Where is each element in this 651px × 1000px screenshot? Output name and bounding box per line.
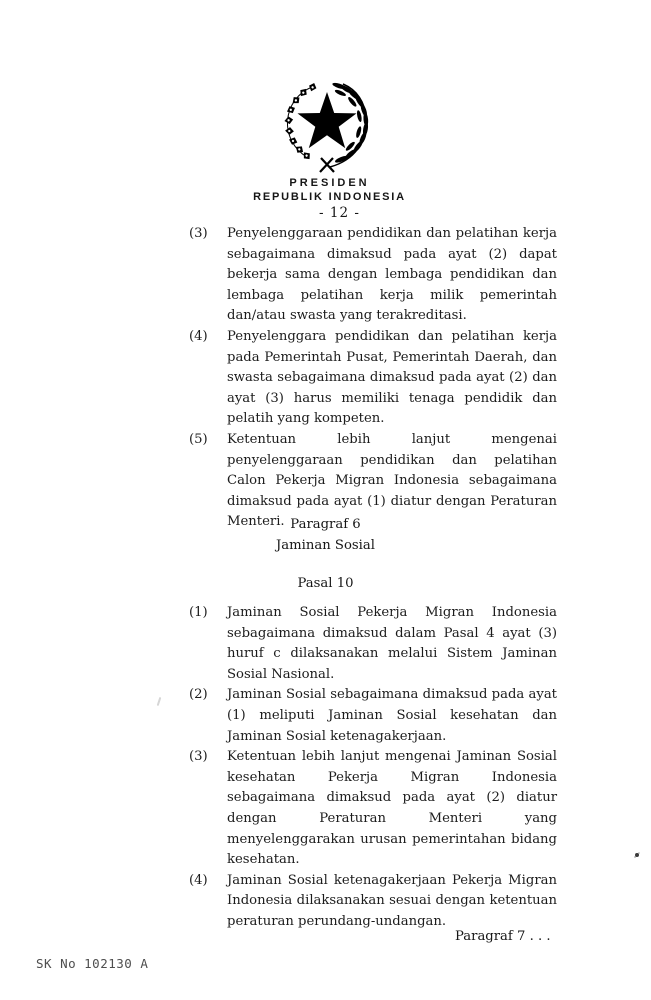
pasal-heading: Pasal 10: [297, 576, 354, 591]
list-item: [189, 603, 557, 685]
item-text: Penyelenggara pendidikan dan pelatihan kerja pada Pemerintah Pusat, Pemerintah Daerah, dan swasta sebagaimana dimaksud pada ayat (2) dan ayat (3) harus memiliki tenaga pendidik dan pelatih yang kompeten.: [227, 328, 557, 427]
item-text: Jaminan Sosial sebagaimana dimaksud pada ayat (1) meliputi Jaminan Sosial kesehatan dan Jaminan Sosial ketenagakerjaan.: [227, 687, 557, 744]
continuation-marker: Paragraf 7 . . .: [455, 929, 551, 944]
item-number: (3): [189, 749, 208, 765]
item-text: Ketentuan lebih lanjut mengenai Jaminan Sosial kesehatan Pekerja Migran Indonesia sebagaimana dimaksud pada ayat (2) diatur dengan Peraturan Menteri yang menyelenggarakan urusan pemerintahan bidang kesehatan.: [227, 749, 557, 868]
item-number: (2): [189, 687, 208, 703]
paragraf-heading: Paragraf 6: [290, 517, 361, 532]
list-item: [189, 747, 557, 871]
institution-name-line2: REPUBLIK INDONESIA: [253, 191, 406, 203]
list-item: [189, 685, 557, 747]
sk-number: SK No 102130 A: [36, 956, 149, 971]
item-text: Jaminan Sosial Pekerja Migran Indonesia sebagaimana dimaksud dalam Pasal 4 ayat (3) huruf c dilaksanakan melalui Sistem Jaminan Sosial Nasional.: [227, 605, 557, 682]
item-number: (4): [189, 328, 208, 344]
list-item: [189, 871, 557, 933]
pasal-numbered-list: [189, 603, 557, 933]
item-text: Ketentuan lebih lanjut mengenai penyelenggaraan pendidikan dan pelatihan Calon Pekerja Migran Indonesia sebagaimana dimaksud pada ayat (1) diatur dengan Peraturan Menteri.: [227, 431, 557, 530]
item-number: (4): [189, 872, 208, 888]
list-item: [189, 224, 557, 327]
item-text: Jaminan Sosial ketenagakerjaan Pekerja Migran Indonesia dilaksanakan sesuai dengan ketentuan peraturan perundang-undangan.: [227, 872, 557, 929]
presidential-seal-icon: [266, 78, 388, 174]
item-number: (3): [189, 226, 208, 241]
paragraf-title: Jaminan Sosial: [276, 538, 375, 553]
list-item: [189, 327, 557, 430]
item-number: (5): [189, 431, 208, 447]
scan-faint-mark: [157, 697, 162, 706]
page-number: - 12 -: [319, 205, 360, 221]
institution-name-line1: PRESIDEN: [289, 177, 370, 189]
item-text: Penyelenggaraan pendidikan dan pelatihan kerja sebagaimana dimaksud pada ayat (2) dapat bekerja sama dengan lembaga pendidikan dan lembaga pelatihan kerja milik pemerintah dan/atau swasta yang terakreditasi.: [227, 226, 557, 324]
numbered-list-continuation: [189, 224, 557, 533]
item-number: (1): [189, 605, 208, 620]
scan-speck: [635, 853, 639, 857]
